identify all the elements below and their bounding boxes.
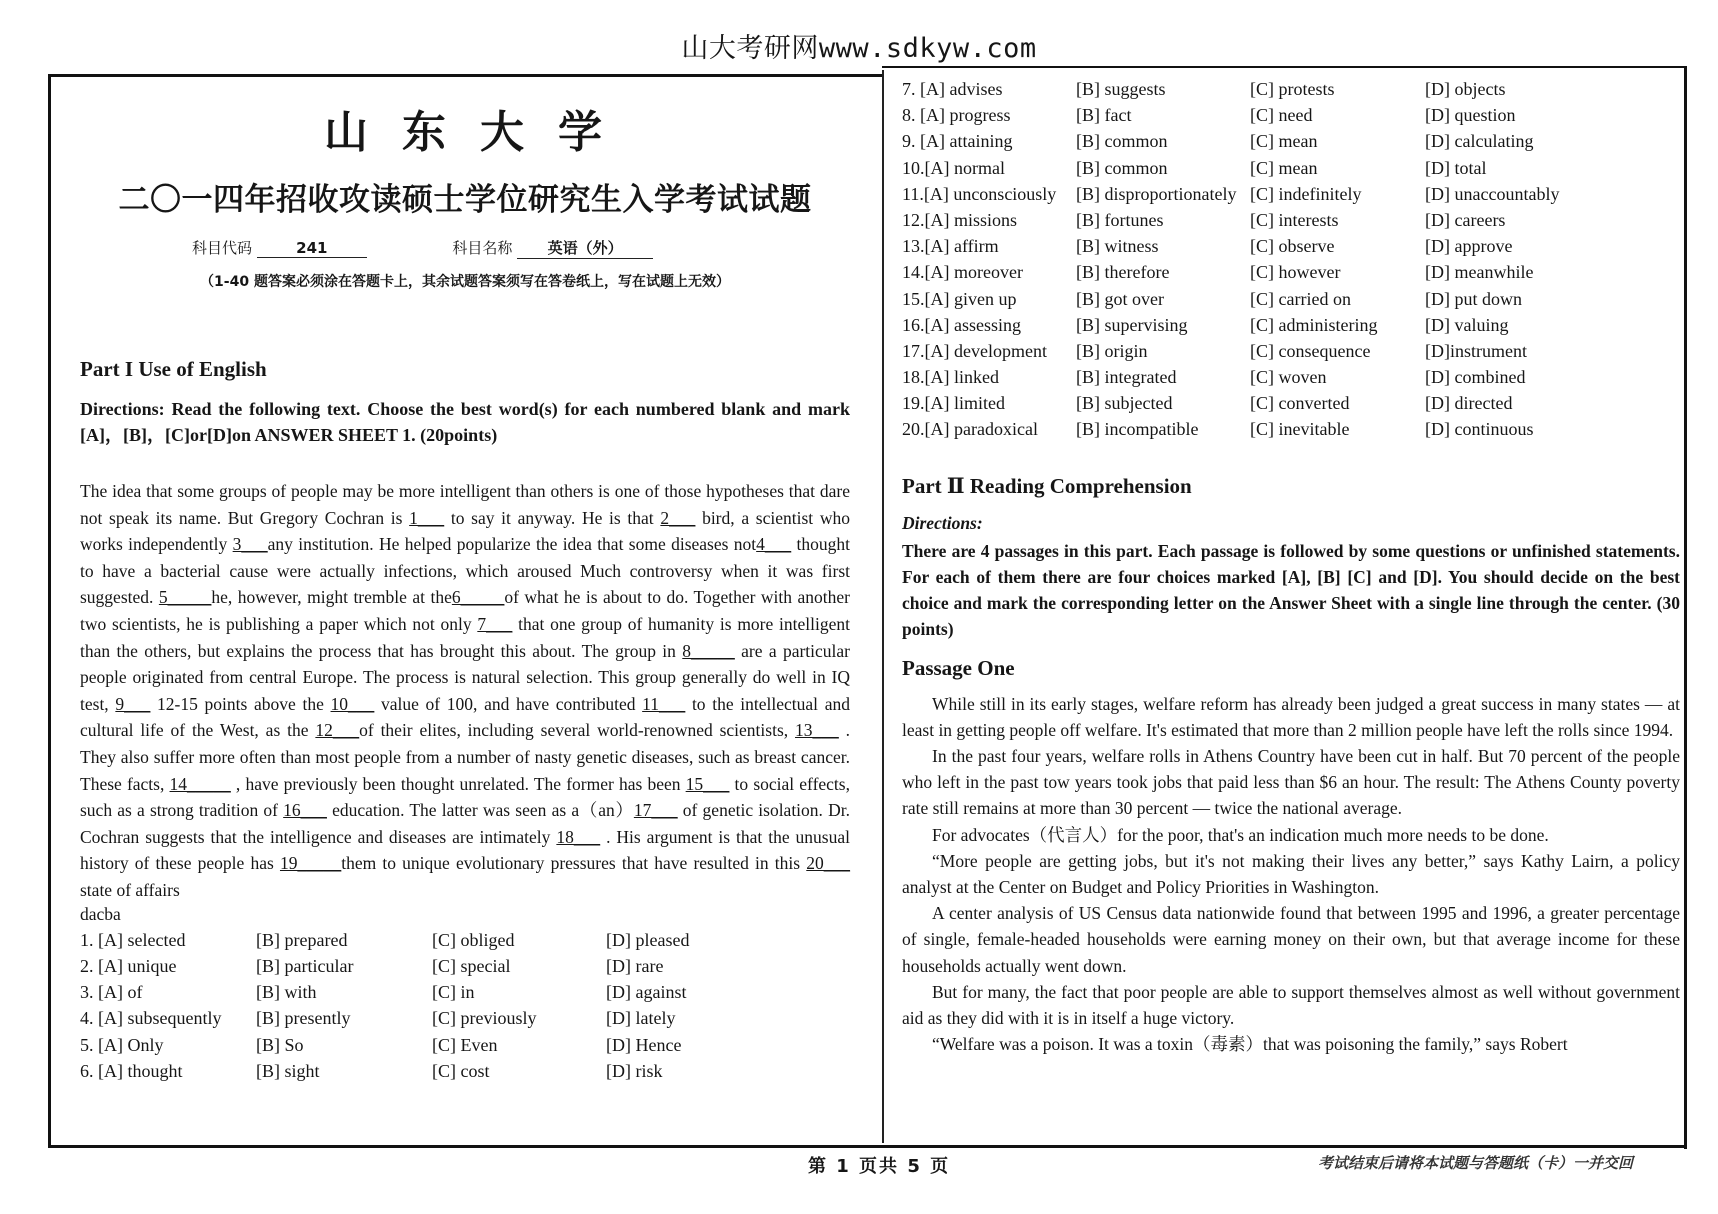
option-choice: [C] cost — [432, 1060, 490, 1081]
subject-name-value: 英语（外） — [517, 237, 653, 259]
passage-paragraph: In the past four years, welfare rolls in Athens Country have been cut in half. But 70 percent of the people who left in the past tow years took jobs that paid less than $6 an hour. The result: The Athens County poverty rate still remains at more than 30 percent — twice the national average. — [902, 746, 1680, 819]
option-choice: [C] previously — [432, 1008, 537, 1029]
option-choice: [C] converted — [1250, 393, 1350, 414]
option-choice: [B] suggests — [1076, 79, 1166, 99]
option-choice: [D] total — [1425, 157, 1487, 178]
option-choice: 6. [A] thought — [80, 1060, 183, 1081]
option-choice: [B] origin — [1076, 340, 1148, 361]
option-row — [902, 259, 1680, 285]
option-choice: [C] however — [1250, 262, 1341, 283]
option-choice: [B] common — [1076, 131, 1168, 152]
option-row — [80, 1032, 850, 1058]
passage-text: any institution. He helped popularize the idea that some diseases not — [267, 534, 757, 555]
option-choice: [D] calculating — [1425, 131, 1534, 152]
footer-note: 考试结束后请将本试题与答题纸（卡）一并交回 — [1318, 1154, 1634, 1172]
part2-title: Part Ⅱ Reading Comprehension — [902, 473, 1192, 498]
option-choice: [B] with — [256, 982, 317, 1003]
option-choice: 17.[A] development — [902, 340, 1047, 361]
option-choice: 2. [A] unique — [80, 955, 177, 976]
passage-text: he, however, might tremble at the — [211, 587, 452, 608]
option-choice: [B] common — [1076, 157, 1168, 178]
school-name: 山东大学 — [324, 107, 636, 158]
option-choice: [B] therefore — [1076, 262, 1170, 283]
option-choice: [D] question — [1425, 105, 1516, 126]
option-choice: [D] pleased — [606, 929, 690, 950]
option-row — [80, 953, 850, 979]
option-choice: [B] So — [256, 1034, 304, 1055]
option-row — [902, 338, 1680, 364]
option-choice: [B] incompatible — [1076, 419, 1199, 440]
cloze-blank: 4___ — [756, 534, 792, 555]
option-row — [80, 1005, 850, 1031]
option-row — [902, 416, 1680, 442]
option-row — [902, 181, 1680, 207]
option-choice: 20.[A] paradoxical — [902, 419, 1038, 440]
option-choice: [C] Even — [432, 1034, 498, 1055]
passage-text: . His argument is that the unusual history of these people has — [80, 826, 850, 874]
option-choice: [D] valuing — [1425, 314, 1509, 335]
options-7-20 — [902, 76, 1680, 443]
options-1-6 — [80, 927, 850, 1085]
option-choice: [B] sight — [256, 1060, 320, 1081]
option-row — [902, 390, 1680, 416]
option-choice: 4. [A] subsequently — [80, 1008, 222, 1029]
option-choice: 1. [A] selected — [80, 929, 186, 950]
passage-text: to the intellectual and cultural life of the West, as the — [80, 693, 850, 741]
option-choice: [C] observe — [1250, 236, 1335, 257]
option-choice: 9. [A] attaining — [902, 131, 1013, 152]
option-choice: [D] objects — [1425, 79, 1506, 99]
option-choice: [B] integrated — [1076, 367, 1177, 388]
cloze-blank: 10___ — [330, 693, 375, 714]
option-row — [902, 286, 1680, 312]
passage-paragraph: A center analysis of US Census data nationwide found that between 1995 and 1996, a greater percentage of single, female-headed households were earning money on their own, but that average income for these households actually went down. — [902, 903, 1680, 976]
subject-meta — [80, 237, 850, 259]
cloze-blank: 5_____ — [158, 587, 212, 608]
passage-one-title: Passage One — [902, 655, 1015, 680]
cloze-blank: 3___ — [232, 534, 268, 555]
frame-bottom-border — [882, 1145, 1687, 1148]
option-choice: [B] subjected — [1076, 393, 1173, 414]
option-choice: 14.[A] moreover — [902, 262, 1023, 283]
option-choice: [D] unaccountably — [1425, 183, 1560, 204]
option-choice: [D] directed — [1425, 393, 1513, 414]
subject-code-label: 科目代码 — [192, 239, 253, 257]
option-choice: 16.[A] assessing — [902, 314, 1021, 335]
option-choice: 18.[A] linked — [902, 367, 999, 388]
cloze-blank: 7___ — [477, 613, 513, 634]
option-choice: 19.[A] limited — [902, 393, 1005, 414]
option-row — [80, 1058, 850, 1084]
option-choice: 10.[A] normal — [902, 157, 1005, 178]
option-row — [902, 102, 1680, 128]
option-choice: [C] mean — [1250, 157, 1318, 178]
passage-text: are a particular people originated from central Europe. The process is natural selection. This group generally do well in IQ test, — [80, 640, 850, 714]
option-choice: [B] got over — [1076, 288, 1164, 309]
option-choice: [B] fortunes — [1076, 209, 1164, 230]
cloze-blank: 1___ — [409, 507, 445, 528]
option-row — [902, 207, 1680, 233]
option-choice: [C] special — [432, 955, 511, 976]
passage-text: state of affairs — [80, 879, 180, 900]
answer-notice: （1-40 题答案必须涂在答题卡上，其余试题答案须写在答卷纸上，写在试题上无效） — [200, 274, 730, 290]
cloze-blank: 15___ — [685, 773, 730, 794]
option-choice: [D] combined — [1425, 367, 1526, 388]
cloze-blank: 11___ — [642, 693, 686, 714]
option-row — [902, 128, 1680, 154]
option-choice: [D] meanwhile — [1425, 262, 1534, 283]
part1-title: Part I Use of English — [80, 357, 267, 381]
frame-top-border — [882, 66, 1687, 68]
option-choice: [C] administering — [1250, 314, 1378, 335]
passage-paragraph: For advocates（代言人）for the poor, that's an indication much more needs to be done. — [932, 824, 1549, 845]
option-choice: [D] Hence — [606, 1034, 682, 1055]
passage-one-body — [902, 691, 1680, 1058]
stray-word: dacba — [80, 903, 121, 924]
option-choice: [C] in — [432, 982, 475, 1003]
passage-text: to say it anyway. He is that — [444, 507, 661, 528]
passage-text: . They also suffer more often than most people from a number of nasty genetic diseases, such as breast cancer. These facts, — [80, 720, 851, 794]
option-row — [902, 233, 1680, 259]
option-choice: 11.[A] unconsciously — [902, 183, 1057, 204]
option-choice: [D] risk — [606, 1060, 663, 1081]
option-row — [902, 364, 1680, 390]
option-choice: [C] need — [1250, 105, 1313, 126]
cloze-blank: 9___ — [115, 693, 151, 714]
option-choice: [D] continuous — [1425, 419, 1534, 440]
option-choice: [B] prepared — [256, 929, 348, 950]
passage-text: The idea that some groups of people may be more intelligent than others is one of those hypotheses that dare not speak its name. But Gregory Cochran is — [80, 481, 850, 528]
passage-text: to social effects, such as a strong tradition of — [80, 773, 850, 821]
option-choice: 5. [A] Only — [80, 1034, 164, 1055]
cloze-blank: 16___ — [283, 800, 327, 821]
option-choice: [C] interests — [1250, 209, 1339, 230]
exam-title: 二〇一四年招收攻读硕士学位研究生入学考试试题 — [118, 182, 812, 218]
page-number: 第 1 页共 5 页 — [808, 1156, 951, 1177]
passage-text: bird, a scientist who works independently — [80, 507, 850, 555]
frame-right-border — [1684, 67, 1687, 1149]
site-header: 山大考研网www.sdkyw.com — [681, 33, 1037, 64]
part2-directions-label: Directions: — [902, 512, 983, 533]
option-choice: [C] consequence — [1250, 340, 1371, 361]
option-choice: [C] indefinitely — [1250, 183, 1362, 204]
passage-paragraph: But for many, the fact that poor people are able to support themselves almost as well without government aid as they did with it is in itself a huge victory. — [902, 981, 1680, 1029]
option-choice: 15.[A] given up — [902, 288, 1017, 309]
subject-code-value: 241 — [257, 239, 367, 258]
option-choice: 12.[A] missions — [902, 209, 1018, 230]
passage-paragraph: “More people are getting jobs, but it's not making their lives any better,” says Kathy Lairn, a policy analyst at the Center on Budget and Policy Priorities in Washington. — [902, 850, 1680, 898]
cloze-blank: 8_____ — [682, 640, 735, 661]
passage-text: them to unique evolutionary pressures that have resulted in this — [341, 853, 807, 874]
option-choice: [D] put down — [1425, 288, 1522, 309]
option-choice: [C] woven — [1250, 367, 1327, 388]
right-column — [902, 76, 1680, 1057]
option-choice: 13.[A] affirm — [902, 236, 999, 257]
passage-text: thought to have a bacterial cause were actually infections, which aroused Much controversy when it was first suggested. — [80, 534, 850, 608]
option-choice: [D] rare — [606, 955, 664, 976]
option-choice: [B] particular — [256, 955, 354, 976]
cloze-passage — [80, 478, 850, 904]
cloze-blank: 14_____ — [169, 773, 231, 794]
option-choice: [D] careers — [1425, 209, 1506, 230]
option-choice: [C] obliged — [432, 929, 515, 950]
cloze-blank: 20___ — [806, 853, 851, 874]
option-choice: 7. [A] advises — [902, 79, 1003, 99]
option-choice: [D]instrument — [1425, 340, 1527, 361]
passage-text: of their elites, including several world-renowned scientists, — [359, 720, 796, 741]
passage-text: 12-15 points above the — [150, 693, 331, 714]
option-row — [80, 979, 850, 1005]
cloze-blank: 12___ — [315, 720, 360, 741]
option-choice: [B] witness — [1076, 236, 1159, 257]
option-choice: [C] protests — [1250, 79, 1335, 99]
option-choice: [C] mean — [1250, 131, 1318, 152]
option-choice: 3. [A] of — [80, 982, 143, 1003]
cloze-blank: 19_____ — [279, 853, 342, 874]
passage-text: value of 100, and have contributed — [374, 693, 643, 714]
option-choice: [D] lately — [606, 1008, 676, 1029]
option-choice: [B] disproportionately — [1076, 183, 1237, 204]
column-divider — [882, 70, 884, 1143]
passage-paragraph: “Welfare was a poison. It was a toxin（毒素）that was poisoning the family,” says Robert — [932, 1034, 1568, 1055]
passage-text: of what he is about to do. Together with another two scientists, he is publishing a paper which not only — [80, 587, 850, 634]
option-row — [902, 312, 1680, 338]
option-choice: [B] fact — [1076, 105, 1132, 126]
option-choice: [C] carried on — [1250, 288, 1351, 309]
cloze-blank: 6_____ — [451, 587, 505, 608]
part1-directions: Directions: Read the following text. Choose the best word(s) for each numbered blank and mark [A]，[B]，[C]or[D]on ANSWER SHEET 1. (20points) — [80, 399, 850, 445]
cloze-blank: 17___ — [633, 800, 678, 821]
passage-text: of genetic isolation. Dr. Cochran suggests that the intelligence and diseases are intimately — [80, 800, 850, 847]
option-choice: [D] approve — [1425, 236, 1513, 257]
passage-text: , have previously been thought unrelated. The former has been — [230, 773, 686, 794]
cloze-blank: 18___ — [556, 826, 601, 847]
left-column — [80, 80, 850, 1084]
cloze-blank: 13___ — [795, 720, 839, 741]
option-row — [902, 76, 1680, 102]
passage-text: education. The latter was seen as a（an） — [326, 800, 634, 821]
option-choice: [D] against — [606, 982, 687, 1003]
option-choice: [B] presently — [256, 1008, 351, 1029]
option-choice: [B] supervising — [1076, 314, 1188, 335]
option-choice: 8. [A] progress — [902, 105, 1011, 126]
option-choice: [C] inevitable — [1250, 419, 1350, 440]
option-row — [80, 927, 850, 953]
option-row — [902, 155, 1680, 181]
passage-paragraph: While still in its early stages, welfare reform has already been judged a great success in many states — at least in getting people off welfare. It's estimated that more than 2 million people have left the rolls since 1994. — [902, 693, 1680, 740]
subject-name-label: 科目名称 — [452, 239, 513, 257]
part2-directions: There are 4 passages in this part. Each passage is followed by some questions or unfinished statements. For each of them there are four choices marked [A], [B] [C] and [D]. You should decide on the best choice and mark the corresponding letter on the Answer Sheet with a single line through the center. (30 points) — [902, 540, 1680, 639]
passage-text: that one group of humanity is more intelligent than the others, but explains the process that has brought this about. The group in — [80, 613, 850, 661]
cloze-blank: 2___ — [660, 507, 696, 528]
